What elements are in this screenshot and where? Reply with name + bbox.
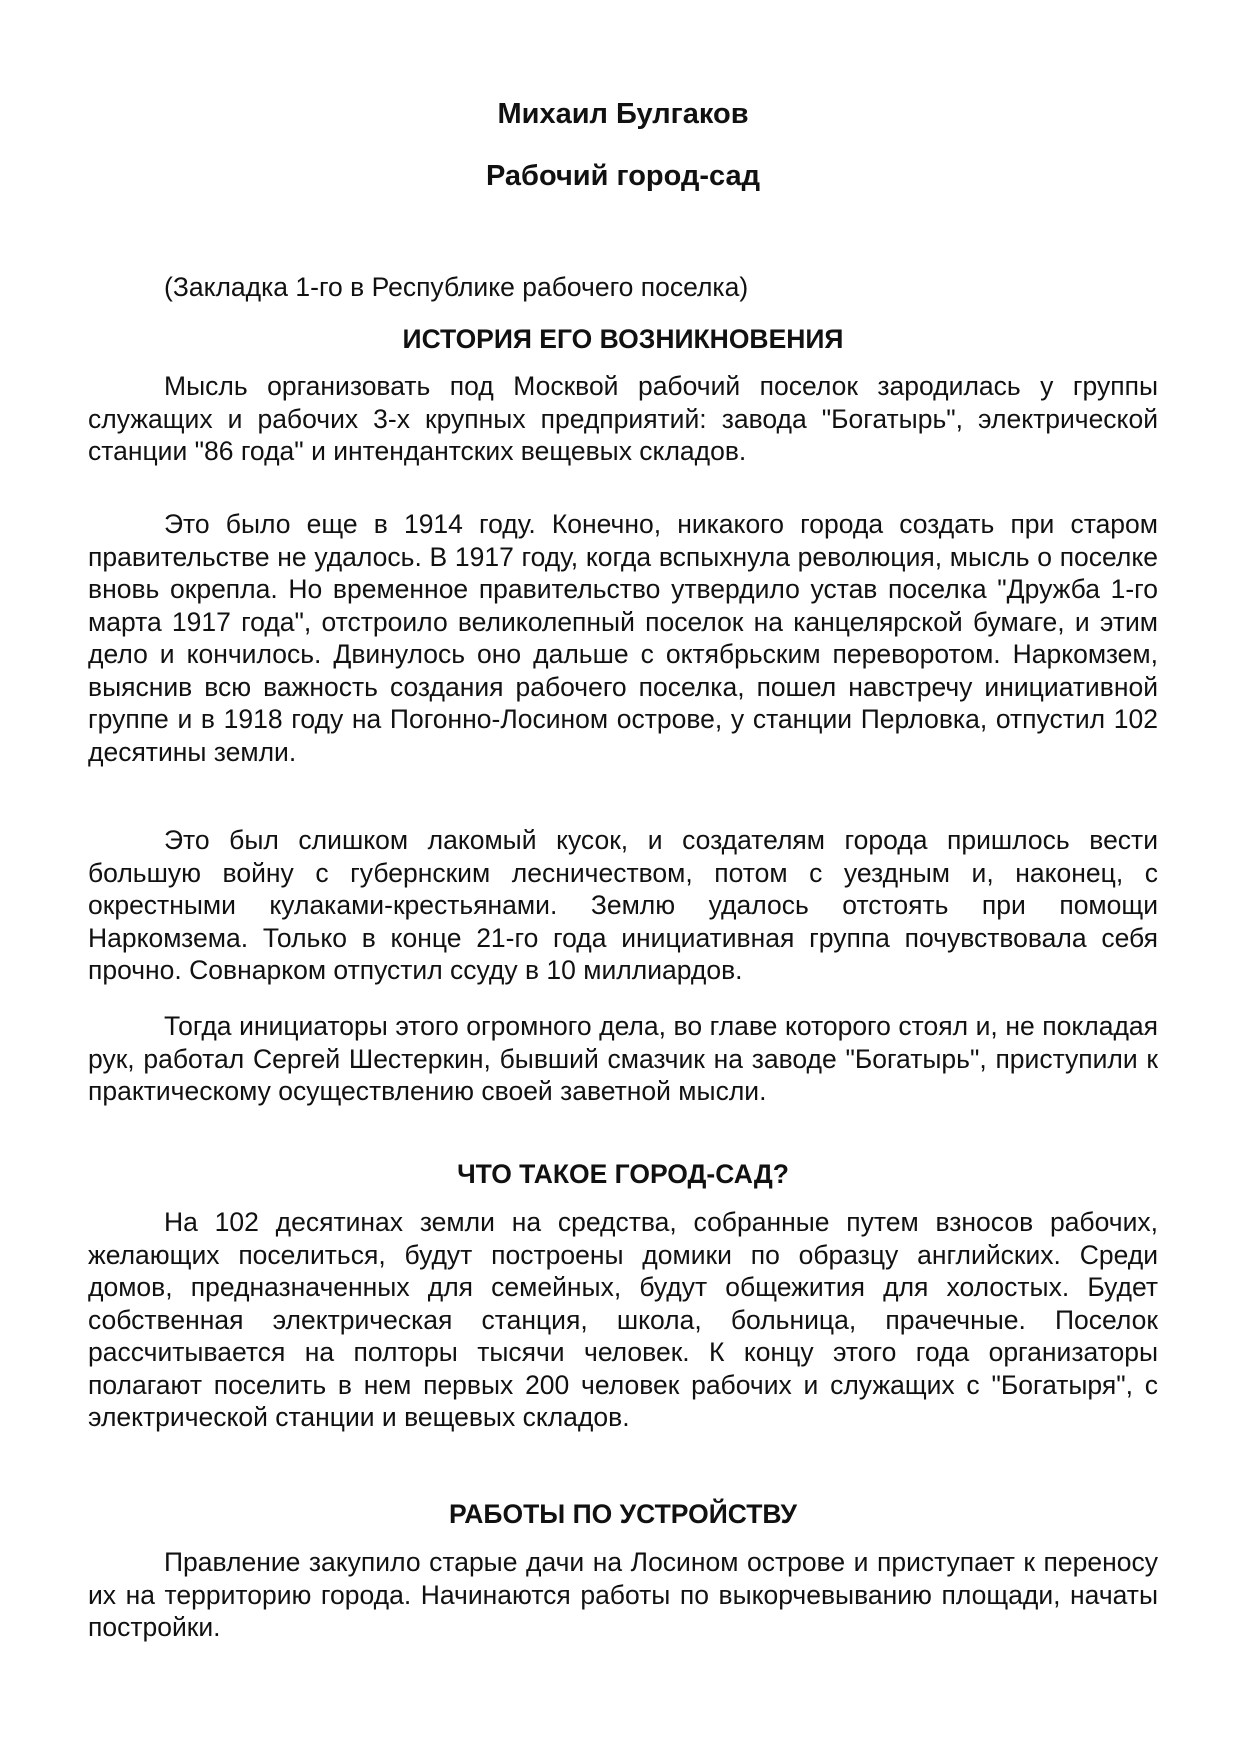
section-heading-history: ИСТОРИЯ ЕГО ВОЗНИКНОВЕНИЯ bbox=[402, 324, 844, 354]
author-name: Михаил Булгаков bbox=[497, 98, 749, 130]
section-heading-works: РАБОТЫ ПО УСТРОЙСТВУ bbox=[448, 1499, 798, 1529]
paragraph: Это был слишком лакомый кусок, и создателям города пришлось вести большую войну с губернским лесничеством, потом с уездным и, наконец, с окрестными кулаками-крестьянами. Землю удалось отстоять при помощи Наркомзема. Только в конце 21-го года инициативная группа почувствовала себя прочно. Совнарком отпустил ссуду в 10 миллиардов. bbox=[88, 825, 1158, 985]
section-heading-what-is: ЧТО ТАКОЕ ГОРОД-САД? bbox=[457, 1159, 789, 1189]
paragraph: На 102 десятинах земли на средства, собранные путем взносов рабочих, желающих поселиться, будут построены домики по образцу английских. Среди домов, предназначенных для семейных, будут общежития для холостых. Будет собственная электрическая станция, школа, больница, прачечные. Поселок рассчитывается на полторы тысячи человек. К концу этого года организаторы полагают поселить в нем первых 200 человек рабочих и служащих с "Богатыря", с электрической станции и вещевых складов. bbox=[88, 1207, 1158, 1432]
document-page bbox=[88, 0, 1158, 1755]
paragraph: Это было еще в 1914 году. Конечно, никакого города создать при старом правительстве не удалось. В 1917 году, когда вспыхнула революция, мысль о поселке вновь окрепла. Но временное правительство утвердило устав поселка "Дружба 1-го марта 1917 года", отстроило великолепный поселок на канцелярской бумаге, и этим дело и кончилось. Двинулось оно дальше с октябрьским переворотом. Наркомзем, выяснив всю важность создания рабочего поселка, пошел навстречу инициативной группе и в 1918 году на Погонно-Лосином острове, у станции Перловка, отпустил 102 десятины земли. bbox=[88, 509, 1158, 767]
paragraph: Мысль организовать под Москвой рабочий поселок зародилась у группы служащих и рабочих 3-х крупных предприятий: завода "Богатырь", электрической станции "86 года" и интендантских вещевых складов. bbox=[88, 371, 1158, 466]
paragraph: Тогда инициаторы этого огромного дела, во главе которого стоял и, не покладая рук, работал Сергей Шестеркин, бывший смазчик на заводе "Богатырь", приступили к практическому осуществлению своей заветной мысли. bbox=[88, 1011, 1158, 1106]
subtitle-note: (Закладка 1-го в Республике рабочего поселка) bbox=[164, 272, 749, 302]
paragraph: Правление закупило старые дачи на Лосином острове и приступает к переносу их на территорию города. Начинаются работы по выкорчевыванию площади, начаты постройки. bbox=[88, 1547, 1158, 1642]
document-title: Рабочий город-сад bbox=[485, 160, 761, 192]
